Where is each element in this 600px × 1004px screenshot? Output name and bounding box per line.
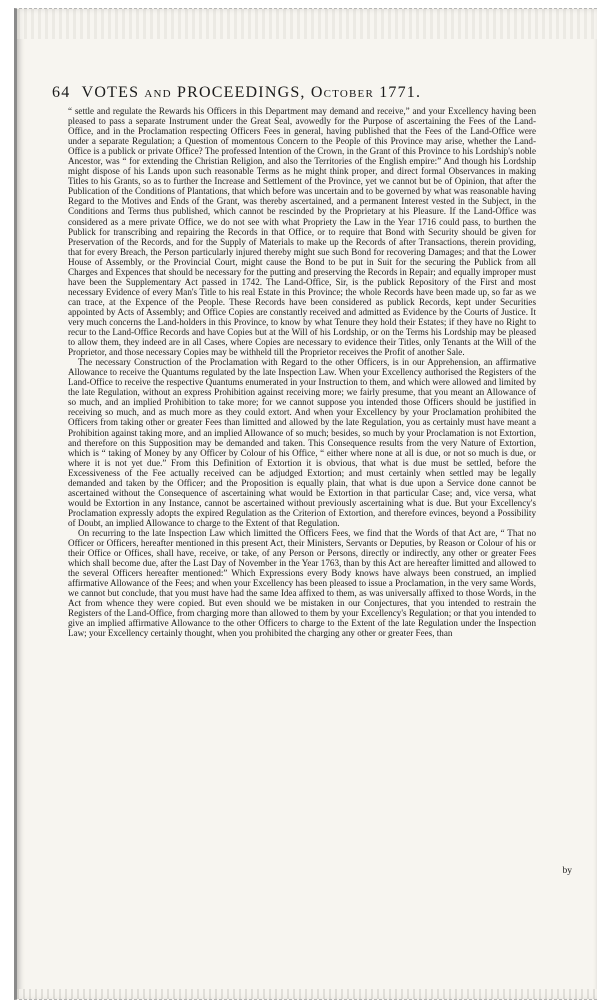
header-date: October 1771. [310, 84, 422, 101]
body-text [68, 106, 536, 638]
page-number: 64 [52, 84, 71, 101]
page-edge-bottom [17, 989, 597, 999]
running-header [52, 84, 538, 102]
paragraph: On recurring to the late Inspection Law which limitted the Officers Fees, we find that the Words of that Act are, “ That no Officer or Officers, hereafter mentioned in this present Act, their Ministers, Servants or Deputies, by Reason or Colour of his or their Office or Offices, shall have, receive, or take, of any Person or Persons, directly or indirectly, any other or greater Fees which shall become due, after the Last Day of November in the Year 1763, than by this Act are hereafter limitted and allowed to the several Officers hereafter mentioned:” Which Expressions every Body knows have always been construed, an implied affirmative Allowance of the Fees; and when your Excellency has been pleased to issue a Proclamation, in the very same Words, we cannot but conclude, that you must have had the same Idea affixed to them, as was universally affixed to those Words, in the Act from whence they were copied. But even should we be mistaken in our Conjectures, that you intended to restrain the Registers of the Land-Office, from charging more than allowed to them by your Excellency's Regulation; or that you intended to give an implied affirmative Allowance to the other Officers to charge to the Extent of the late Regulation under the Inspection Law; your Excellency certainly thought, when you prohibited the charging any other or greater Fees, than [68, 527, 536, 639]
paragraph: The necessary Construction of the Proclamation with Regard to the other Officers, is in our Apprehension, an affirmative Allowance to receive the Quantums regulated by the late Inspection Law. When your Excellency authorised the Registers of the Land-Office to receive the respective Quantums enumerated in your Instruction to them, and which were allowed and limited by the late Regulation, without an express Prohibition against receiving more; we fairly presume, that you meant an Allowance of so much, and an implied Prohibition to take more; for we cannot suppose you intended those Officers should be justified in receiving so much, and as much more as they could extort. And when your Excellency by your Proclamation prohibited the Officers from taking other or greater Fees than limitted and allowed by the late Regulation, you as certainly must have meant a Prohibition against taking more, and an implied Allowance of so much; besides, so much by your Proclamation is not Extortion, and therefore on this Supposition may be demanded and taken. This Consequence results from the very Nature of Extortion, which is “ taking of Money by any Officer by Colour of his Office, “ either where none at all is due, or not so much is due, or where it is not yet due.” From this Definition of Extortion it is obvious, that what is due must be settled, before the Excessiveness of the Fee actually received can be adjudged Extortion; and must certainly when settled may be legally demanded and taken by the Officer; and the Proposition is equally plain, that what is due upon a Service done cannot be ascertained without the Consequence of ascertaining what would be Extortion in that particular Case; and, vice versa, what would be Extortion in any Instance, cannot be ascertained without previously ascertaining what is due. But your Excellency's Proclamation expressly adopts the expired Regulation as the Criterion of Extortion, and therefore evinces, beyond a Possibility of Doubt, an implied Allowance to charge to the Extent of that Regulation. [68, 357, 536, 528]
page-edge-top [17, 9, 597, 39]
catchword: by [562, 866, 572, 876]
paragraph: “ settle and regulate the Rewards his Officers in this Department may demand and receive,” and your Excellency having been pleased to pass a separate Instrument under the Great Seal, avowedly for the Purpose of ascertaining the Fees of the Land-Office, and in the Proclamation respecting Officers Fees in general, having published that the Fees of the Land-Office were under a separate Regulation; a Question of momentous Concern to the People of this Province may arise, whether the Land-Office is a publick or private Office? The professed Intention of the Crown, in the Grant of this Province to his Lordship's noble Ancestor, was “ for extending the Christian Religion, and also the Territories of the English empire:” And though his Lordship might dispose of his Lands upon such reasonable Terms as he might think proper, and direct formal Observances in making Titles to his Grants, so as to further the Increase and Settlement of the Province, yet we cannot but be of Opinion, that after the Publication of the Conditions of Plantations, that which before was uncertain and to be governed by what was reasonable having Regard to the Motives and Ends of the Grant, was thereby ascertained, and a permanent Interest vested in the Subject, in the Conditions and Terms thus published, which cannot be rescinded by the Proprietary at his Pleasure. If the Land-Office was considered as a mere private Office, we do not see with what Propriety the Law in the Year 1716 could pass, to burthen the Publick for transcribing and repairing the Records in that Office, or to require that Bond with Security should be given for Preservation of the Records, and for the Supply of Materials to make up the Records of after Transactions, therein providing, that for every Breach, the Person particularly injured thereby might sue such Bond for recovering Damages; and that the Lower House of Assembly, or the Provincial Court, might cause the Bond to be put in Suit for the securing the Publick from all Charges and Expences that should be necessary for the putting and preserving the Records in Repair; and equally improper must have been the Supplementary Act passed in 1742. The Land-Office, Sir, is the publick Repository of the First and most necessary Evidence of every Man's Title to his real Estate in this Province; the whole Records have been made up, so far as we can trace, at the Expence of the People. These Records have been considered as publick Records, kept under Securities appointed by Acts of Assembly; and Office Copies are constantly received and admitted as Evidence by the Courts of Justice. It very much concerns the Land-holders in this Province, to know by what Tenure they hold their Estates; if they have no Right to recur to the Land-Office Records and have Copies but at the Will of his Lordship, or on the Terms his Lordship may be pleased to allow them, they indeed are in all Cases, where Copies are necessary to evidence their Titles, only Tenants at the Will of the Proprietor, and those necessary Copies may be withheld till the Proprietor receives the Profit of another Sale. [68, 106, 536, 358]
header-title: VOTES and PROCEEDINGS, [81, 84, 306, 101]
